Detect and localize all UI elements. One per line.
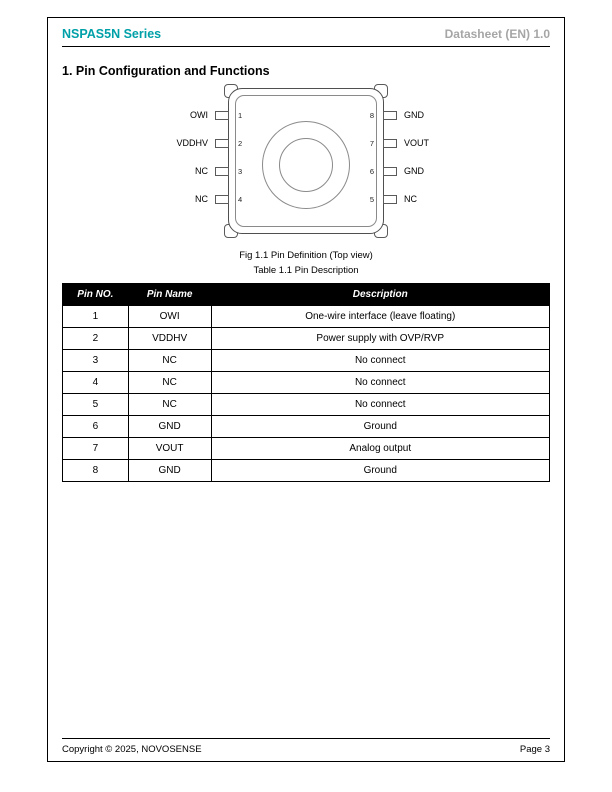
chip-package-body — [228, 88, 384, 234]
table-row — [63, 394, 550, 416]
pin-description-table — [62, 283, 550, 482]
pin-desc-cell: Ground — [211, 460, 549, 482]
table-row — [63, 438, 550, 460]
page-number: Page 3 — [519, 744, 550, 755]
table-row — [63, 306, 550, 328]
pin-no-cell: 8 — [63, 460, 129, 482]
figure-caption: Fig 1.1 Pin Definition (Top view) — [239, 250, 373, 261]
pin-no-cell: 5 — [63, 394, 129, 416]
pin-1-label: OWI — [190, 110, 208, 120]
pin-desc-cell: No connect — [211, 394, 549, 416]
series-title: NSPAS5N Series — [62, 27, 162, 41]
header-pin-name: Pin Name — [128, 284, 211, 306]
pin-4-stub — [215, 195, 229, 204]
pin-4-label: NC — [195, 194, 208, 204]
pin-3-label: NC — [195, 166, 208, 176]
table-row — [63, 350, 550, 372]
table-header-row — [63, 284, 550, 306]
sensor-port-inner-circle — [279, 138, 333, 192]
section-title: 1. Pin Configuration and Functions — [62, 64, 270, 78]
pin-no-cell: 4 — [63, 372, 129, 394]
pin-2-number: 2 — [238, 139, 243, 148]
pin-name-cell: NC — [128, 372, 211, 394]
pin-name-cell: VDDHV — [128, 328, 211, 350]
pin-name-cell: NC — [128, 394, 211, 416]
document-title: Datasheet (EN) 1.0 — [444, 27, 550, 41]
pin-desc-cell: Power supply with OVP/RVP — [211, 328, 549, 350]
pin-6-label: GND — [404, 166, 424, 176]
table-caption: Table 1.1 Pin Description — [253, 265, 359, 276]
pin-no-cell: 1 — [63, 306, 129, 328]
pin-desc-cell: No connect — [211, 372, 549, 394]
pin-desc-cell: Analog output — [211, 438, 549, 460]
pin-8-stub — [383, 111, 397, 120]
pin-2-stub — [215, 139, 229, 148]
pin-desc-cell: One-wire interface (leave floating) — [211, 306, 549, 328]
pin-5-label: NC — [404, 194, 417, 204]
pin-1-stub — [215, 111, 229, 120]
pin-name-cell: NC — [128, 350, 211, 372]
header-description: Description — [211, 284, 549, 306]
table-row — [63, 328, 550, 350]
pin-3-stub — [215, 167, 229, 176]
pin-name-cell: OWI — [128, 306, 211, 328]
page-footer — [62, 738, 550, 755]
pin-5-number: 5 — [369, 195, 374, 204]
pin-7-label: VOUT — [404, 138, 430, 148]
table-row — [63, 416, 550, 438]
pin-5-stub — [383, 195, 397, 204]
pin-3-number: 3 — [238, 167, 243, 176]
pin-no-cell: 6 — [63, 416, 129, 438]
pin-no-cell: 7 — [63, 438, 129, 460]
pin-1-number: 1 — [238, 111, 243, 120]
pin-no-cell: 3 — [63, 350, 129, 372]
pin-name-cell: GND — [128, 416, 211, 438]
pin-6-stub — [383, 167, 397, 176]
pin-4-number: 4 — [238, 195, 243, 204]
copyright-text: Copyright © 2025, NOVOSENSE — [62, 744, 202, 755]
header-pin-no: Pin NO. — [63, 284, 129, 306]
pin-name-cell: GND — [128, 460, 211, 482]
table-row — [63, 372, 550, 394]
page-border-frame — [47, 17, 565, 762]
pin-6-number: 6 — [369, 167, 374, 176]
pin-7-stub — [383, 139, 397, 148]
pin-desc-cell: Ground — [211, 416, 549, 438]
pin-8-number: 8 — [369, 111, 374, 120]
table-row — [63, 460, 550, 482]
pin-8-label: GND — [404, 110, 424, 120]
pin-2-label: VDDHV — [176, 138, 208, 148]
page-header — [62, 18, 550, 47]
pin-no-cell: 2 — [63, 328, 129, 350]
pin-name-cell: VOUT — [128, 438, 211, 460]
pin-configuration-diagram — [96, 86, 516, 246]
pin-7-number: 7 — [369, 139, 374, 148]
pin-desc-cell: No connect — [211, 350, 549, 372]
